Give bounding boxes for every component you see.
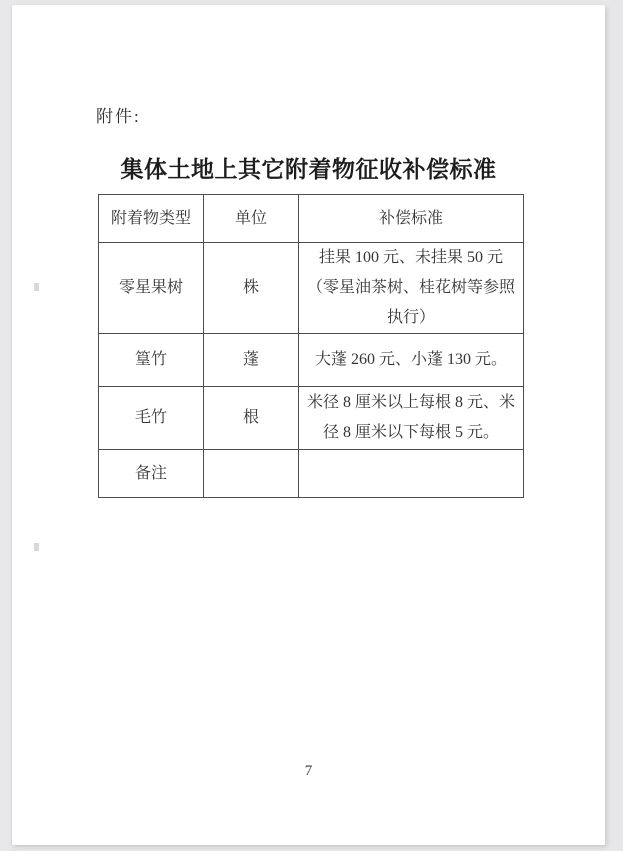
header-cell-type: 附着物类型 <box>99 195 204 243</box>
cell-unit <box>204 450 299 498</box>
table-header-row <box>99 195 524 243</box>
table-row <box>99 243 524 334</box>
cell-type: 篁竹 <box>99 334 204 387</box>
table-row <box>99 334 524 387</box>
table-row-remarks <box>99 450 524 498</box>
cell-standard: 挂果 100 元、未挂果 50 元（零星油茶树、桂花树等参照执行） <box>299 243 524 334</box>
header-cell-standard: 补偿标准 <box>299 195 524 243</box>
document-page <box>12 5 605 845</box>
attachment-label: 附件: <box>96 107 141 126</box>
page-number: 7 <box>304 763 313 779</box>
cell-standard: 大蓬 260 元、小蓬 130 元。 <box>299 334 524 387</box>
scan-artifact <box>34 283 39 291</box>
scan-artifact <box>34 543 39 551</box>
cell-standard <box>299 450 524 498</box>
header-cell-unit: 单位 <box>204 195 299 243</box>
compensation-table <box>98 194 524 498</box>
cell-unit: 蓬 <box>204 334 299 387</box>
cell-type: 零星果树 <box>99 243 204 334</box>
table-row <box>99 387 524 450</box>
cell-unit: 株 <box>204 243 299 334</box>
page-title: 集体土地上其它附着物征收补偿标准 <box>120 157 497 182</box>
cell-type: 备注 <box>99 450 204 498</box>
cell-unit: 根 <box>204 387 299 450</box>
cell-type: 毛竹 <box>99 387 204 450</box>
cell-standard: 米径 8 厘米以上每根 8 元、米径 8 厘米以下每根 5 元。 <box>299 387 524 450</box>
